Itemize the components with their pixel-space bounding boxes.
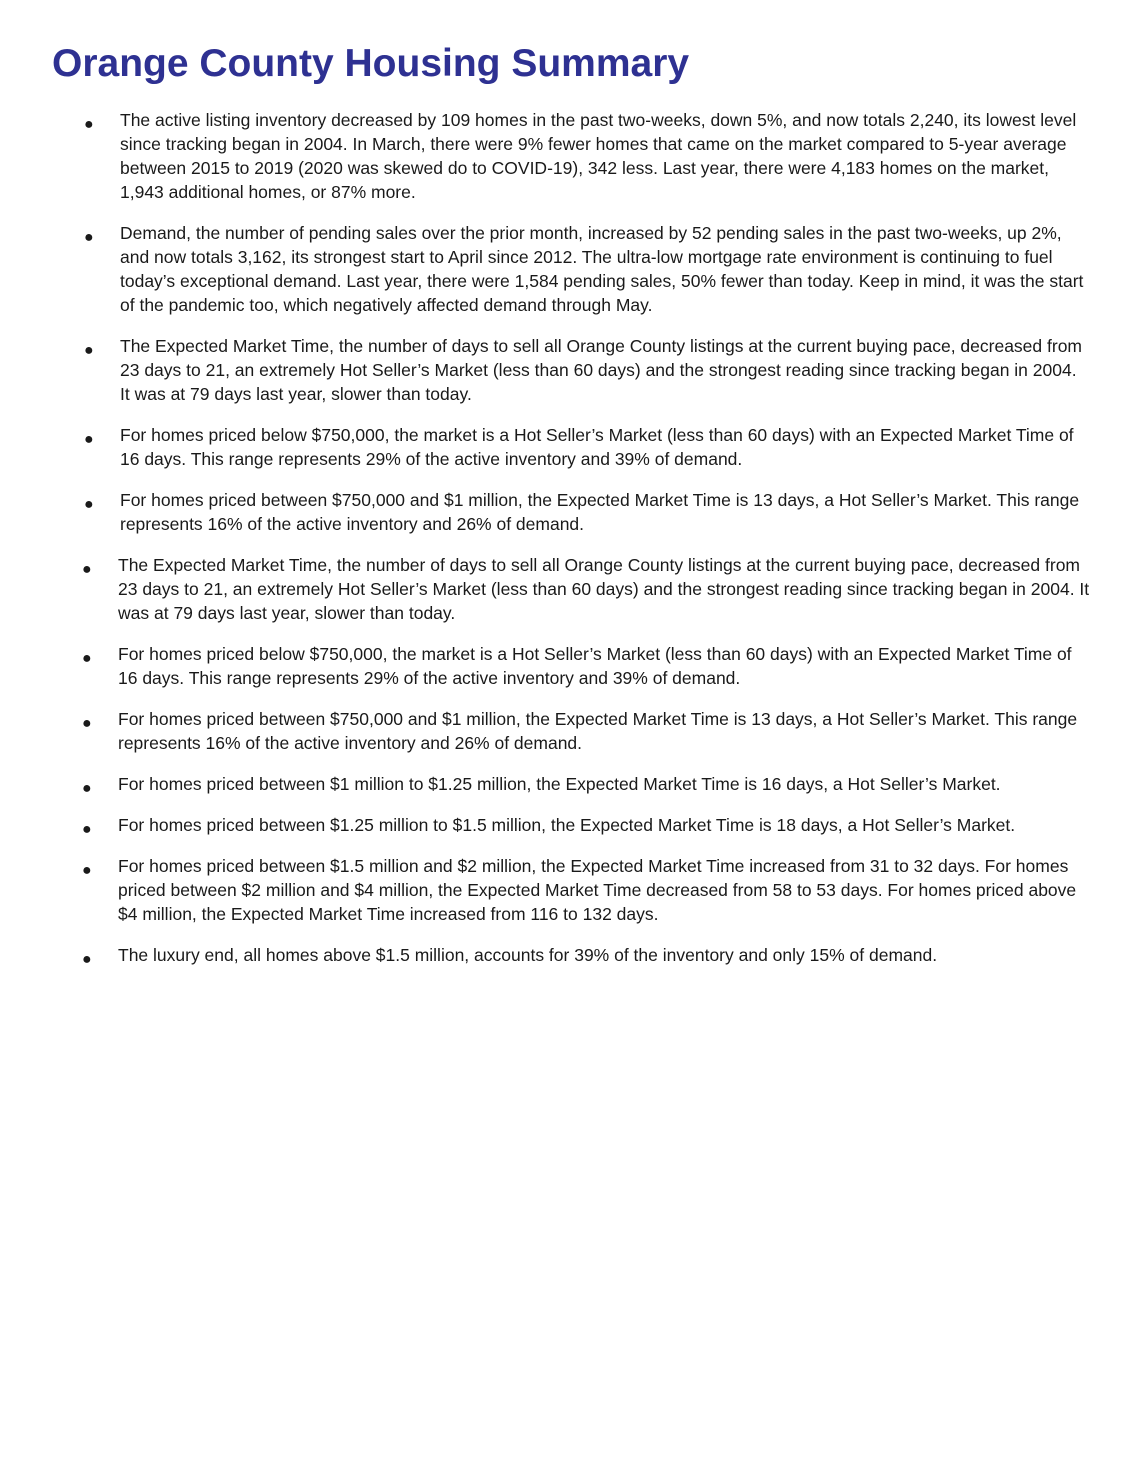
bullet-dot-icon: ●	[82, 951, 92, 968]
bullet-dot-icon: ●	[84, 496, 94, 513]
bullet-item	[0, 334, 1140, 406]
bullet-item	[0, 707, 1140, 755]
bullet-item	[0, 813, 1140, 837]
bullet-text: For homes priced between $1.5 million and $2 million, the Expected Market Time increased from 31 to 32 days. For homes priced between $2 million and $4 million, the Expected Market Time decreased from 58 to 53 days. For homes priced above $4 million, the Expected Market Time increased from 116 to 132 days.	[118, 856, 1077, 924]
bullet-dot-icon: ●	[82, 780, 92, 797]
bullet-text: For homes priced below $750,000, the market is a Hot Seller’s Market (less than 60 days) with an Expected Market Time of 16 days. This range represents 29% of the active inventory and 39% of demand.	[120, 425, 1074, 469]
bullet-dot-icon: ●	[82, 862, 92, 879]
bullet-dot-icon: ●	[82, 715, 92, 732]
bullet-dot-icon: ●	[84, 229, 94, 246]
bullet-item	[0, 642, 1140, 690]
bullet-dot-icon: ●	[84, 116, 94, 133]
page-title: Orange County Housing Summary	[52, 42, 690, 85]
bullet-dot-icon: ●	[82, 821, 92, 838]
bullet-item	[0, 423, 1140, 471]
bullet-text: The Expected Market Time, the number of days to sell all Orange County listings at the current buying pace, decreased from 23 days to 21, an extremely Hot Seller’s Market (less than 60 days) and the strongest reading since tracking began in 2004. It was at 79 days last year, slower than today.	[120, 336, 1083, 404]
bullet-text: The active listing inventory decreased by 109 homes in the past two-weeks, down 5%, and now totals 2,240, its lowest level since tracking began in 2004. In March, there were 9% fewer homes that came on the market compared to 5-year average between 2015 to 2019 (2020 was skewed do to COVID-19), 342 less. Last year, there were 4,183 homes on the market, 1,943 additional homes, or 87% more.	[120, 110, 1077, 202]
bullet-text: For homes priced between $750,000 and $1 million, the Expected Market Time is 13 days, a Hot Seller’s Market. This range represents 16% of the active inventory and 26% of demand.	[120, 490, 1080, 534]
bullet-item	[0, 772, 1140, 796]
bullet-item	[0, 553, 1140, 625]
bullet-item	[0, 854, 1140, 926]
bullet-item	[0, 943, 1140, 967]
bullet-item	[0, 108, 1140, 204]
bullet-text: The Expected Market Time, the number of days to sell all Orange County listings at the current buying pace, decreased from 23 days to 21, an extremely Hot Seller’s Market (less than 60 days) and the strongest reading since tracking began in 2004. It was at 79 days last year, slower than today.	[118, 555, 1090, 623]
bullet-text: The luxury end, all homes above $1.5 million, accounts for 39% of the inventory and only 15% of demand.	[118, 945, 938, 965]
summary-bullet-list	[0, 108, 1140, 984]
bullet-text: Demand, the number of pending sales over the prior month, increased by 52 pending sales in the past two-weeks, up 2%, and now totals 3,162, its strongest start to April since 2012. The ultra-low mortgage rate environment is continuing to fuel today’s exceptional demand. Last year, there were 1,584 pending sales, 50% fewer than today. Keep in mind, it was the start of the pandemic too, which negatively affected demand through May.	[120, 223, 1084, 315]
bullet-item	[0, 488, 1140, 536]
bullet-text: For homes priced between $1.25 million to $1.5 million, the Expected Market Time is 18 days, a Hot Seller’s Market.	[118, 815, 1016, 835]
bullet-text: For homes priced below $750,000, the market is a Hot Seller’s Market (less than 60 days) with an Expected Market Time of 16 days. This range represents 29% of the active inventory and 39% of demand.	[118, 644, 1072, 688]
bullet-text: For homes priced between $750,000 and $1 million, the Expected Market Time is 13 days, a Hot Seller’s Market. This range represents 16% of the active inventory and 26% of demand.	[118, 709, 1078, 753]
bullet-dot-icon: ●	[82, 650, 92, 667]
bullet-dot-icon: ●	[84, 342, 94, 359]
bullet-dot-icon: ●	[82, 561, 92, 578]
bullet-item	[0, 221, 1140, 317]
bullet-dot-icon: ●	[84, 431, 94, 448]
bullet-text: For homes priced between $1 million to $1.25 million, the Expected Market Time is 16 days, a Hot Seller’s Market.	[118, 774, 1001, 794]
